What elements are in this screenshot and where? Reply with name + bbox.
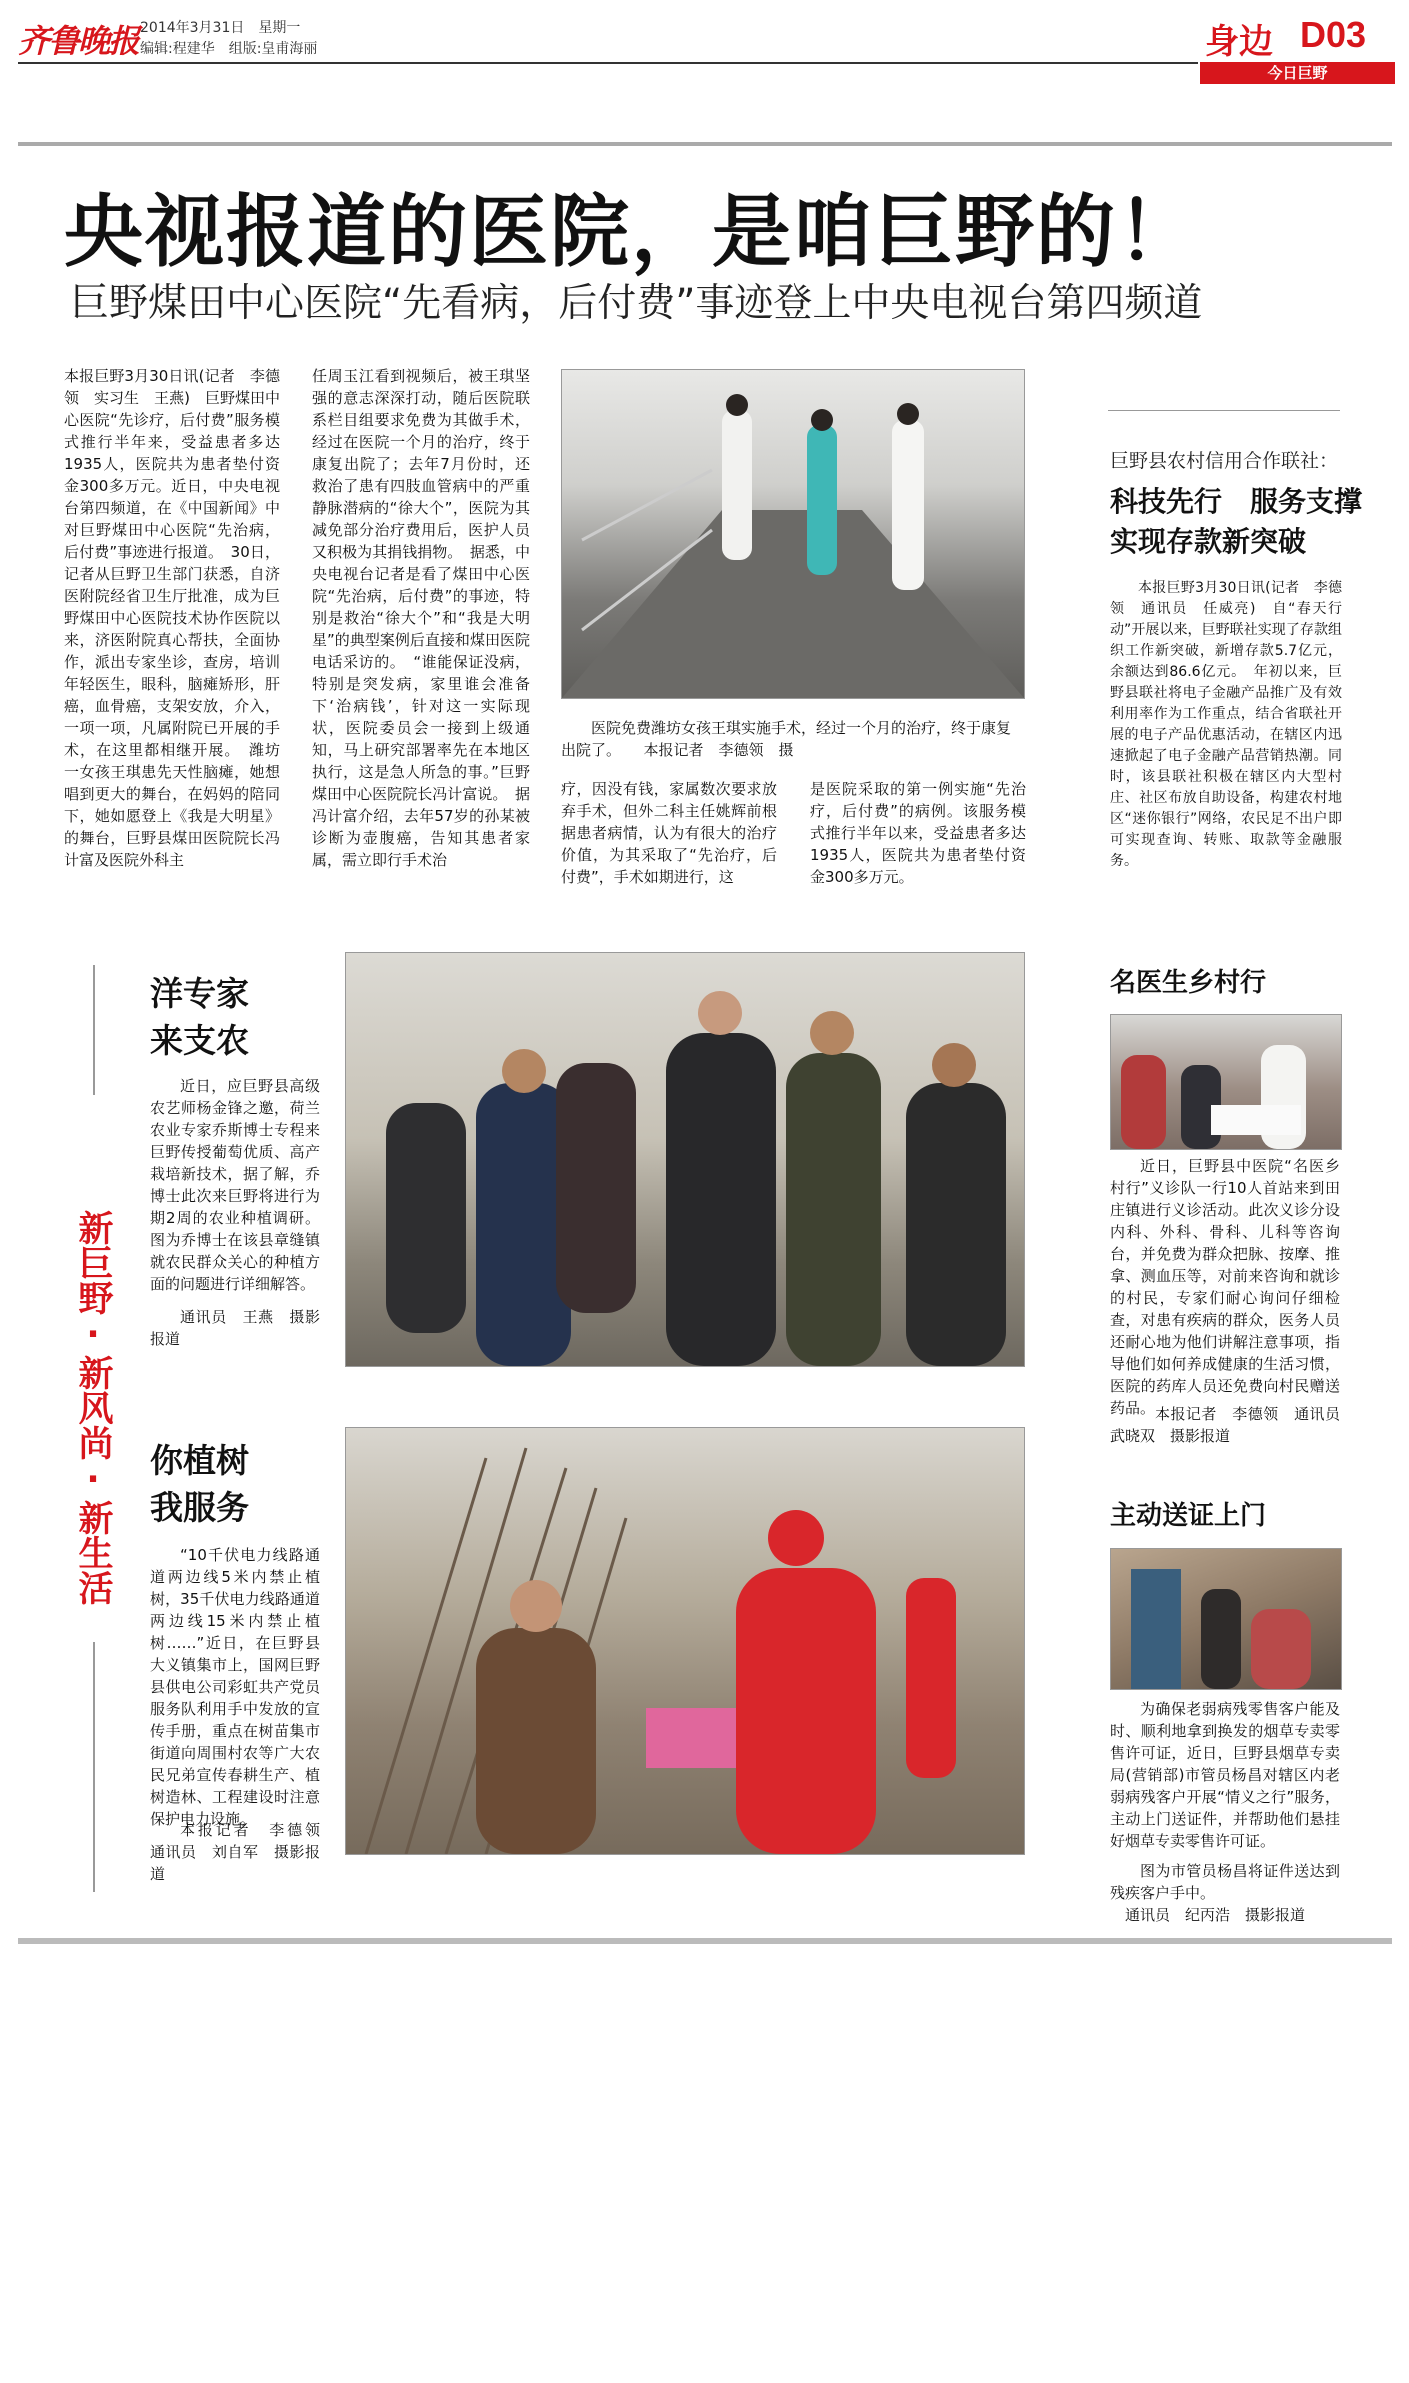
- side-story-title1: 科技先行 服务支撑: [1110, 485, 1363, 518]
- expert-photo: [345, 952, 1025, 1367]
- hospital-photo-svg: [562, 370, 1024, 698]
- tree-body: “10千伏电力线路通道两边线5米内禁止植树，35千伏电力线路通道两边线15米内禁止植树……”近日，在巨野县大义镇集市上，国网巨野县供电公司彩虹共产党员服务队利用手中发放的宣传手册，重点在树苗集市街道向周围村农等广大农民兄弟宣传春耕生产、植树造林、工程建设时注意保护电力设施。: [150, 1546, 320, 1828]
- vertical-rule-top: [93, 965, 95, 1095]
- hospital-photo-caption: 医院免费潍坊女孩王琪实施手术，经过一个月的治疗，终于康复出院了。 本报记者 李德领 摄: [561, 719, 1012, 759]
- masthead-editors: 编辑:程建华 组版:皇甫海丽: [140, 41, 318, 57]
- license-photo-svg: [1111, 1549, 1341, 1689]
- top-rule: [18, 142, 1392, 146]
- side-story-title2: 实现存款新突破: [1110, 525, 1307, 558]
- license-byline: 通讯员 纪丙浩 摄影报道: [1125, 1906, 1306, 1924]
- side-story-kicker: 巨野县农村信用合作联社：: [1110, 450, 1339, 472]
- expert-title2: 来支农: [150, 1021, 249, 1060]
- tree-title2: 我服务: [150, 1488, 249, 1527]
- doctor-byline: 本报记者 李德领 通讯员 武晓双 摄影报道: [1110, 1405, 1356, 1445]
- masthead-logo: 齐鲁晚报: [18, 22, 139, 60]
- doctor-photo: [1110, 1014, 1342, 1150]
- vertical-slogan: 新巨野·新风尚·新生活: [73, 1210, 113, 1605]
- tree-photo: [345, 1427, 1025, 1855]
- page-title: 央视报道的医院，是咱巨野的！: [64, 186, 1198, 278]
- expert-byline: 通讯员 王燕 摄影报道: [150, 1308, 320, 1348]
- subsection-label: 今日巨野: [1267, 64, 1328, 82]
- subsection-bar: [1200, 62, 1395, 84]
- section-name: 身边: [1205, 22, 1273, 62]
- main-story-col2: 任周玉江看到视频后，被王琪坚强的意志深深打动，随后医院联系栏目组要求免费为其做手术，经过在医院一个月的治疗，终于康复出院了；去年7月份时，还救治了患有四肢血管病中的严重静脉潜病的“徐大个”，医院为其减免部分治疗费用后，医护人员又积极为其捐钱捐物。 据悉，中央电视台记者是看了煤田中心医院“先治病，后付费”的事迹，特别是救治“徐大个”和“我是大明星”的典型案例后直接和煤田医院电话采访的。 “谁能保证没病，特别是突发病，家里谁会准备下‘治病钱’，针对这一实际现状，医院委员会一接到上级通知，马上研究部署率先在本地区执行，这是急人所急的事。”巨野煤田中心医院院长冯计富说。 据冯计富介绍，去年57岁的孙某被诊断为壶腹癌，告知其患者家属，需立即行手术治: [312, 367, 530, 869]
- page-subtitle: 巨野煤田中心医院“先看病，后付费”事迹登上中央电视台第四频道: [70, 281, 1203, 326]
- expert-photo-svg: [346, 953, 1024, 1366]
- tree-byline: 本报记者 李德领 通讯员 刘自军 摄影报道: [150, 1821, 336, 1883]
- vertical-rule-bottom: [93, 1642, 95, 1892]
- tree-photo-svg: [346, 1428, 1024, 1854]
- license-caption: 图为市管员杨昌将证件送达到残疾客户手中。: [1110, 1862, 1340, 1902]
- masthead-date: 2014年3月31日 星期一: [140, 20, 301, 36]
- expert-body: 近日，应巨野县高级农艺师杨金锋之邀，荷兰农业专家乔斯博士专程来巨野传授葡萄优质、高产栽培新技术，据了解，乔博士此次来巨野将进行为期2周的农业种植调研。图为乔博士在该县章缝镇就农民群众关心的种植方面的问题进行详细解答。: [150, 1077, 320, 1293]
- main-story-col1: 本报巨野3月30日讯(记者 李德领 实习生 王燕) 巨野煤田中心医院“先诊疗，后付费”服务模式推行半年来，受益患者多达1935人，医院共为患者垫付资金300多万元。近日，中央电视台第四频道，在《中国新闻》中对巨野煤田中心医院“先治病，后付费”事迹进行报道。 30日，记者从巨野卫生部门获悉，自济医附院经省卫生厅批准，成为巨野煤田中心医院技术协作医院以来，济医附院真心帮扶，全面协作，派出专家坐诊，查房，培训年轻医生，眼科，脑瘫矫形，肝癌，血骨癌，支架安放，介入，一项一项，凡属附院已开展的手术，在这里都相继开展。 潍坊一女孩王琪患先天性脑瘫，她想唱到更大的舞台，在妈妈的陪同下，她如愿登上《我是大明星》的舞台，巨野县煤田医院院长冯计富及医院外科主: [64, 367, 280, 869]
- doctor-title: 名医生乡村行: [1110, 968, 1267, 998]
- doctor-body: 近日，巨野县中医院“名医乡村行”义诊队一行10人首站来到田庄镇进行义诊活动。此次义诊分设内科、外科、骨科、儿科等咨询台，并免费为群众把脉、按摩、推拿、测血压等，对前来咨询和就诊的村民，专家们耐心询问仔细检查，对患有疾病的群众，医务人员还耐心地为他们讲解注意事项，指导他们如何养成健康的生活习惯，医院的药库人员还免费向村民赠送药品。: [1110, 1157, 1340, 1417]
- masthead-rule: [18, 62, 1198, 64]
- license-photo: [1110, 1548, 1342, 1690]
- main-story-col4: 是医院采取的第一例实施“先治疗，后付费”的病例。该服务模式推行半年以来，受益患者多达1935人，医院共为患者垫付资金300多万元。: [810, 780, 1026, 886]
- side-story-body: 本报巨野3月30日讯(记者 李德领 通讯员 任威亮) 自“春天行动”开展以来，巨野联社实现了存款组织工作新突破，新增存款5.7亿元，余额达到86.6亿元。 年初以来，巨野县联社将电子金融产品推广及有效利用率作为工作重点，结合省联社开展的电子产品优惠活动，在辖区内迅速掀起了电子金融产品营销热潮。同时，该县联社积极在辖区内大型村庄、社区布放自助设备，构建农村地区“迷你银行”网络，农民足不出户即可实现查询、转账、取款等金融服务。: [1110, 580, 1342, 869]
- license-body: 为确保老弱病残零售客户能及时、顺利地拿到换发的烟草专卖零售许可证，近日，巨野县烟草专卖局(营销部)市管员杨昌对辖区内老弱病残客户开展“情义之行”服务，主动上门送证件，并帮助他们悬挂好烟草专卖零售许可证。: [1110, 1700, 1340, 1850]
- license-title: 主动送证上门: [1110, 1501, 1267, 1531]
- doctor-photo-svg: [1111, 1015, 1341, 1149]
- bottom-rule: [18, 1938, 1392, 1944]
- expert-title1: 洋专家: [150, 974, 249, 1013]
- tree-title1: 你植树: [150, 1441, 249, 1480]
- hospital-photo: [561, 369, 1025, 699]
- main-story-col3: 疗，因没有钱，家属数次要求放弃手术，但外二科主任姚辉前根据患者病情，认为有很大的治疗价值，为其采取了“先治疗，后付费”，手术如期进行，这: [561, 780, 777, 886]
- page-number: D03: [1300, 14, 1367, 55]
- side-story-rule: [1108, 410, 1340, 411]
